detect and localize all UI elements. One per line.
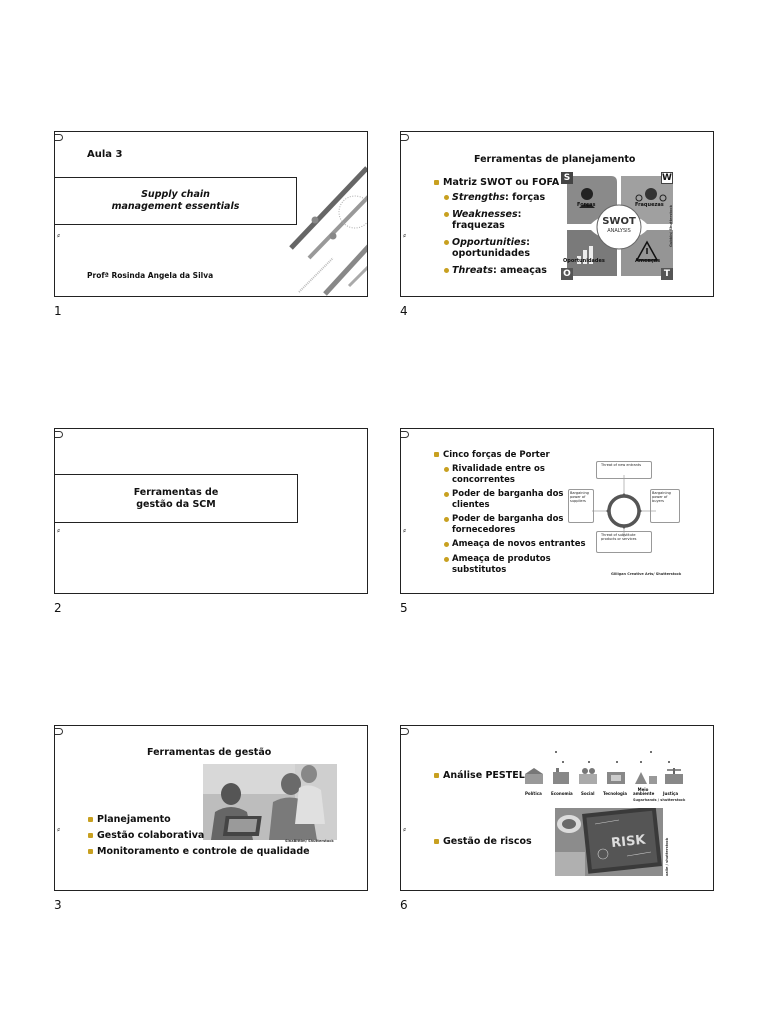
swot-letter-w: W: [662, 173, 672, 183]
slide-5-sub-1: Rivalidade entre os concorrentes: [452, 464, 545, 485]
pestel-label: Economia: [551, 791, 573, 796]
slide-4-main-item: Matriz SWOT ou FOFA: [443, 177, 560, 188]
swot-label-ameacas: Ameaças: [635, 258, 661, 264]
slide-2: [54, 428, 368, 594]
slide-2-box-line2: gestão da SCM: [136, 499, 216, 510]
slide-3-photo-credit: SinaBittim/ Shutterstock: [285, 839, 334, 843]
slide-marker-icon: ⸗: [57, 526, 60, 536]
corner-curl-icon: [401, 132, 411, 142]
slide-5-sub-2: Poder de barganha dos clientes: [452, 489, 564, 510]
slide-3-item-1: Planejamento: [97, 814, 171, 825]
slide-marker-icon: ⸗: [403, 231, 406, 241]
slide-2-title-box: [54, 474, 298, 523]
swot-letter-s: S: [561, 172, 573, 184]
swot-label-fraquezas: Fraquezas: [635, 202, 664, 208]
swot-label-oportunidades: Oportunidades: [563, 258, 605, 264]
office-photo: [203, 764, 337, 840]
slide-5-sub-3: Poder de barganha dos fornecedores: [452, 514, 564, 535]
slide-3-title: Ferramentas de gestão: [147, 747, 272, 758]
page-number-3: 3: [54, 898, 62, 912]
slide-6: [400, 725, 714, 891]
slide-5: [400, 428, 714, 594]
swot-center-subtitle: ANALYSIS: [607, 228, 631, 234]
risk-credit: xalle / shutterstock: [665, 837, 669, 876]
porter-diagram: [568, 459, 682, 557]
porter-box-bottom: Threat of substitute products or services: [596, 531, 652, 553]
pestel-graphic: [523, 748, 687, 804]
pestel-icons: [523, 748, 687, 790]
slide-1-box-line1: Supply chain: [141, 189, 210, 200]
porter-box-right: Bargaining power of buyers: [650, 489, 680, 523]
slide-1-title: Aula 3: [87, 149, 123, 160]
swot-graphic: [559, 172, 679, 282]
slide-5-sub-4: Ameaça de novos entrantes: [452, 539, 586, 549]
swot-letter-o: O: [561, 268, 573, 280]
corner-curl-icon: [401, 429, 411, 439]
slide-marker-icon: ⸗: [403, 526, 406, 536]
slide-1-decoration: [289, 162, 368, 296]
page-number-5: 5: [400, 601, 408, 615]
pestel-label: Meio ambiente: [633, 787, 655, 796]
slide-4-sub-2: Weaknesses: fraquezas: [452, 209, 522, 231]
slide-3-item-2: Gestão colaborativa: [97, 830, 205, 841]
slide-5-sub-5: Ameaça de produtos substitutos: [452, 554, 551, 575]
corner-curl-icon: [55, 726, 65, 736]
slide-4-sub-1: Strengths: forças: [452, 192, 546, 203]
porter-box-left: Bargaining power of suppliers: [568, 489, 594, 523]
slide-5-credit: Gilligan Creative Arts/ Shutterstock: [611, 572, 682, 576]
page-number-1: 1: [54, 304, 62, 318]
slide-1-box-line2: management essentials: [111, 201, 240, 212]
pestel-credit: Sugarhands / shutterstock: [633, 798, 686, 802]
swot-center-title: SWOT: [602, 216, 636, 227]
swot-label-forcas: Forças: [577, 202, 596, 208]
slide-4-title: Ferramentas de planejamento: [474, 154, 636, 165]
slide-1: [54, 131, 368, 297]
slide-3: [54, 725, 368, 891]
slide-marker-icon: ⸗: [403, 825, 406, 835]
slide-6-item-pestel: Análise PESTEL: [443, 770, 525, 781]
slide-3-item-3: Monitoramento e controle de qualidade: [97, 846, 310, 857]
pestel-label: Justiça: [663, 791, 679, 796]
porter-box-top: Threat of new entrants: [596, 461, 652, 479]
corner-curl-icon: [401, 726, 411, 736]
slide-4-credit: Gubkin/ Shutterstock: [669, 205, 673, 247]
pestel-label: Política: [525, 791, 542, 796]
page-number-2: 2: [54, 601, 62, 615]
corner-curl-icon: [55, 132, 65, 142]
slide-2-box-line1: Ferramentas de: [133, 487, 219, 498]
risk-photo-word: RISK: [610, 832, 647, 852]
page-number-6: 6: [400, 898, 408, 912]
slide-4-sub-3: Opportunities: oportunidades: [452, 237, 530, 259]
pestel-label: Tecnologia: [603, 791, 627, 796]
page-number-4: 4: [400, 304, 408, 318]
risk-photo: [555, 808, 663, 876]
pestel-label: Social: [581, 791, 595, 796]
slide-5-main-item: Cinco forças de Porter: [443, 450, 550, 460]
slide-1-title-box: [54, 177, 297, 225]
slide-1-author: Profª Rosinda Angela da Silva: [87, 271, 214, 280]
slide-marker-icon: ⸗: [57, 231, 60, 241]
swot-diagram: [559, 172, 679, 282]
slide-6-item-risk: Gestão de riscos: [443, 836, 532, 847]
slide-4: [400, 131, 714, 297]
slide-4-sub-4: Threats: ameaças: [452, 265, 547, 276]
swot-letter-t: T: [661, 268, 673, 280]
corner-curl-icon: [55, 429, 65, 439]
slide-marker-icon: ⸗: [57, 825, 60, 835]
